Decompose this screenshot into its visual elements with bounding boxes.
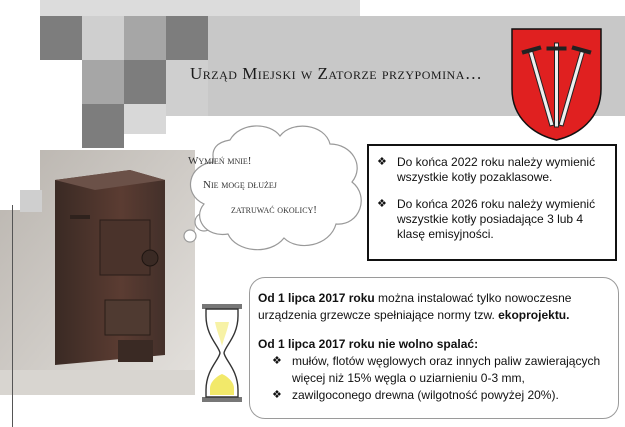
- deadlines-box: [367, 144, 617, 261]
- forbidden-fuel-2: zawilgoconego drewna (wilgotność powyżej 20%).: [292, 388, 559, 402]
- list-item: [377, 197, 607, 242]
- deadline-text-1: Do końca 2022 roku należy wymienić wszystkie kotły pozaklasowe.: [397, 155, 596, 184]
- divider-line: [12, 205, 13, 427]
- rules-term: ekoprojektu.: [498, 308, 570, 322]
- diamond-bullet-icon: ❖: [272, 355, 282, 367]
- coat-of-arms-icon: [510, 27, 603, 142]
- rules-box: [249, 277, 619, 419]
- rules-heading: [258, 336, 610, 353]
- list-item: [258, 387, 610, 404]
- rules-paragraph-1: [258, 290, 610, 324]
- forbidden-fuel-1: mułów, flotów węglowych oraz innych paliw zawierających więcej niż 15% węgla o uziarnieniu 0-3 mm,: [292, 354, 601, 385]
- diamond-bullet-icon: ❖: [377, 156, 387, 168]
- rules-date: Od 1 lipca 2017 roku: [258, 291, 375, 305]
- diamond-bullet-icon: ❖: [377, 198, 387, 210]
- hourglass-icon: [197, 302, 247, 404]
- rules-text: można instalować tylko nowoczesne urządzenia grzewcze spełniające normy tzw.: [258, 291, 572, 322]
- list-item: [258, 353, 610, 387]
- rules-heading-text: Od 1 lipca 2017 roku nie wolno spalać:: [258, 337, 479, 351]
- cloud-line-1: Wymień mnie!: [188, 155, 252, 167]
- diamond-bullet-icon: ❖: [272, 389, 282, 401]
- deadline-text-2: Do końca 2026 roku należy wymienić wszystkie kotły posiadające 3 lub 4 klasę emisyjności.: [397, 197, 596, 241]
- list-item: [377, 155, 607, 185]
- cloud-line-2: Nie mogę dłużej: [203, 179, 277, 191]
- thought-cloud: [160, 118, 370, 268]
- cloud-line-3: zatruwać okolicy!: [231, 204, 317, 216]
- page-title: Urząd Miejski w Zatorze przypomina…: [190, 64, 483, 83]
